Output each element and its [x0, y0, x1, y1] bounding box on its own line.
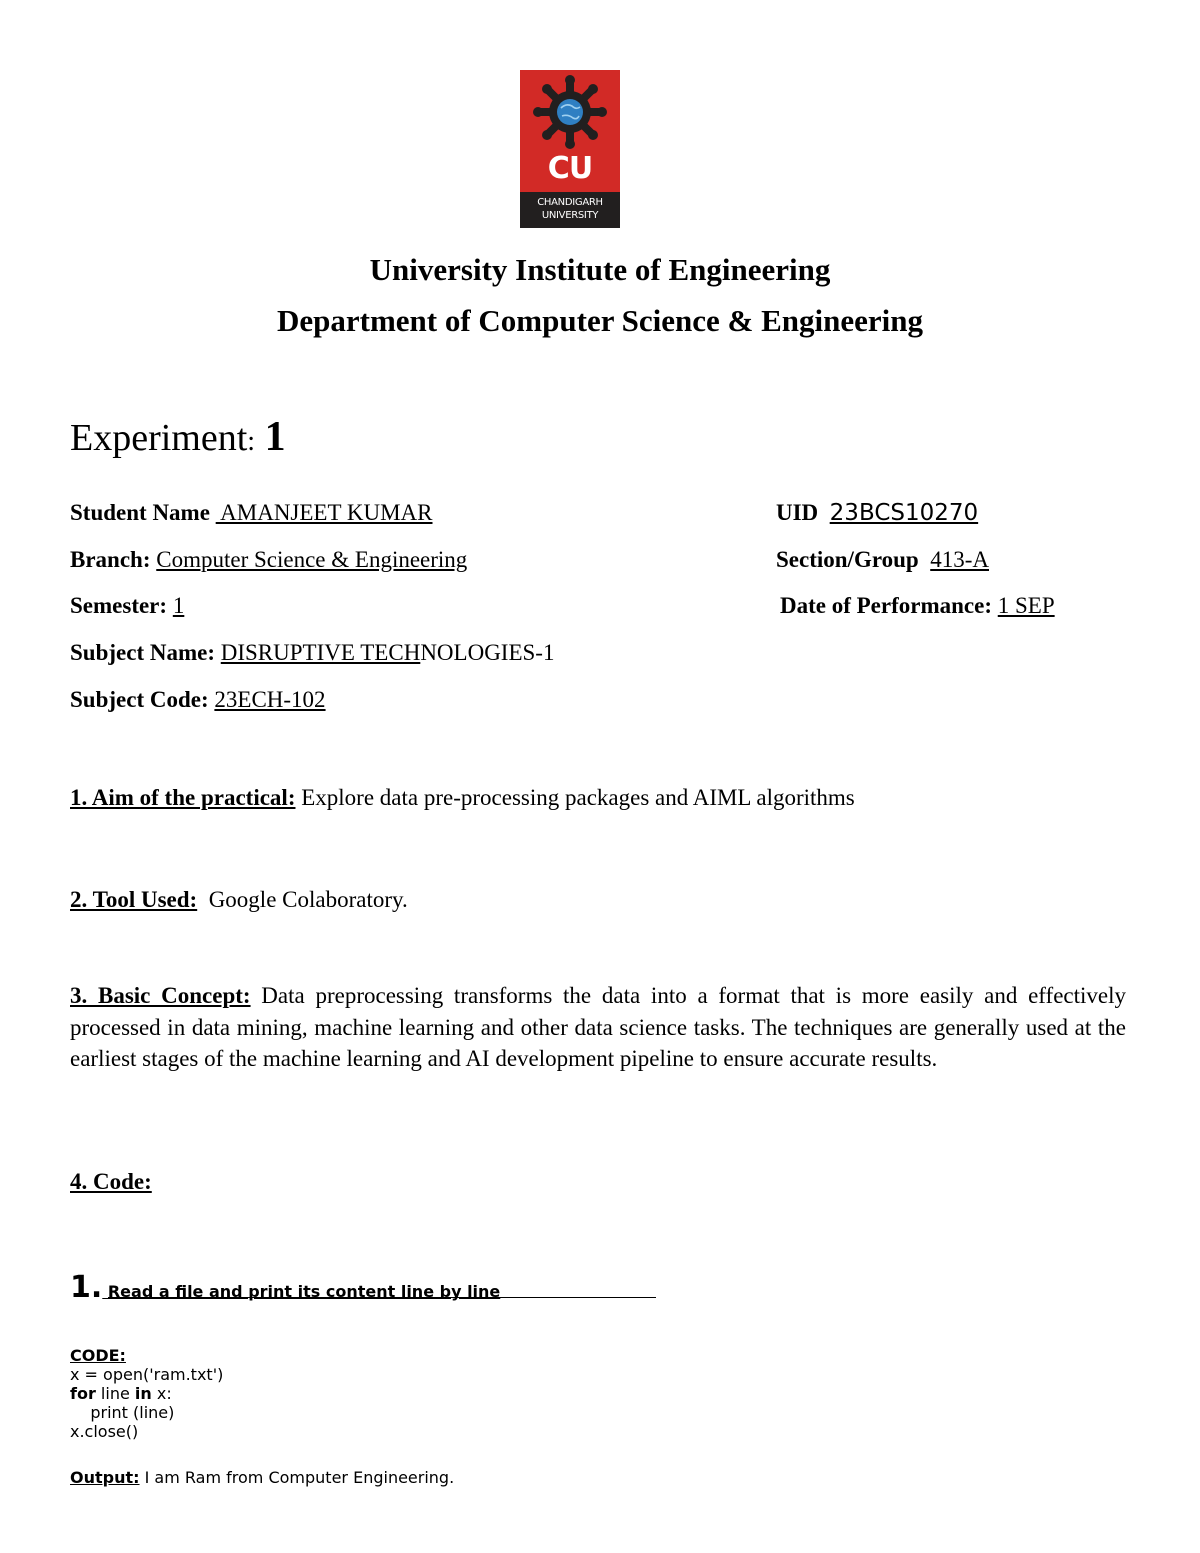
uid-value: 23BCS10270 [829, 500, 979, 526]
section-row [776, 545, 989, 575]
institute-heading: University Institute of Engineering [369, 252, 831, 287]
gear-emblem-icon [520, 70, 620, 154]
logo-line-2: UNIVERSITY [541, 210, 599, 221]
student-name-value: AMANJEET KUMAR [215, 500, 433, 525]
student-name-label: Student Name [70, 500, 210, 525]
uid-label: UID [776, 500, 819, 525]
experiment-number: 1 [264, 414, 286, 460]
code-section [70, 1167, 152, 1197]
tool-text: Google Colaboratory. [197, 887, 408, 912]
code-block [70, 1346, 223, 1441]
department-heading: Department of Computer Science & Engineering [276, 303, 924, 338]
code-line-2 [70, 1384, 223, 1403]
concept-heading: 3. Basic Concept: [70, 983, 251, 1008]
code-line-3: print (line) [70, 1403, 175, 1422]
code-label: CODE: [70, 1346, 126, 1365]
question-underline [108, 1297, 656, 1298]
semester-value: 1 [172, 593, 185, 618]
date-row [780, 591, 1055, 621]
experiment-title [70, 412, 286, 467]
code-line-2-end: x: [151, 1384, 172, 1403]
subject-name-value-rest: NOLOGIES-1 [420, 640, 555, 665]
question-title [70, 1270, 500, 1305]
concept-text: Data preprocessing transforms the data into a format that is more easily and effectively processed in data mining, machine learning and other data science tasks. The techniques are generally used at the earliest stages of the machine learning and AI development pipeline to ensure accurate results. [70, 983, 1126, 1071]
aim-heading: 1. Aim of the practical: [70, 785, 296, 810]
aim-text: Explore data pre-processing packages and AIML algorithms [295, 785, 855, 810]
subject-name-value-underlined: DISRUPTIVE TECH [220, 640, 421, 665]
branch-row [70, 545, 467, 575]
logo-name-bar [520, 192, 620, 228]
concept-section [70, 980, 1126, 1075]
code-keyword-for: for [70, 1384, 96, 1403]
question-number: 1. [70, 1270, 103, 1305]
date-label: Date of Performance: [780, 593, 992, 618]
student-name-row [70, 498, 433, 528]
semester-label: Semester: [70, 593, 168, 618]
logo-brand-text: CU [547, 151, 593, 186]
tool-section [70, 885, 408, 915]
experiment-colon: : [247, 426, 256, 457]
uid-row [776, 498, 978, 528]
section-label: Section/Group [776, 547, 919, 572]
question-text: Read a file and print its content line by line [102, 1282, 501, 1301]
tool-heading: 2. Tool Used: [70, 887, 198, 912]
semester-row [70, 591, 184, 621]
code-line-1: x = open('ram.txt') [70, 1365, 224, 1384]
aim-section [70, 783, 855, 813]
output-row [70, 1467, 454, 1489]
branch-value: Computer Science & Engineering [156, 547, 468, 572]
code-keyword-in: in [134, 1384, 152, 1403]
subject-code-label: Subject Code: [70, 687, 209, 712]
subject-code-value: 23ECH-102 [214, 687, 326, 712]
branch-label: Branch: [70, 547, 151, 572]
output-text: I am Ram from Computer Engineering. [139, 1468, 455, 1487]
output-label: Output: [70, 1468, 140, 1487]
code-heading: 4. Code: [70, 1169, 152, 1194]
code-line-2-mid: line [95, 1384, 135, 1403]
experiment-label: Experiment [70, 417, 248, 459]
subject-name-row [70, 638, 554, 668]
code-line-4: x.close() [70, 1422, 139, 1441]
university-logo [520, 70, 620, 228]
subject-name-label: Subject Name: [70, 640, 215, 665]
section-value: 413-A [930, 547, 989, 572]
subject-code-row [70, 685, 326, 715]
date-value: 1 SEP [997, 593, 1055, 618]
logo-line-1: CHANDIGARH [537, 197, 603, 208]
